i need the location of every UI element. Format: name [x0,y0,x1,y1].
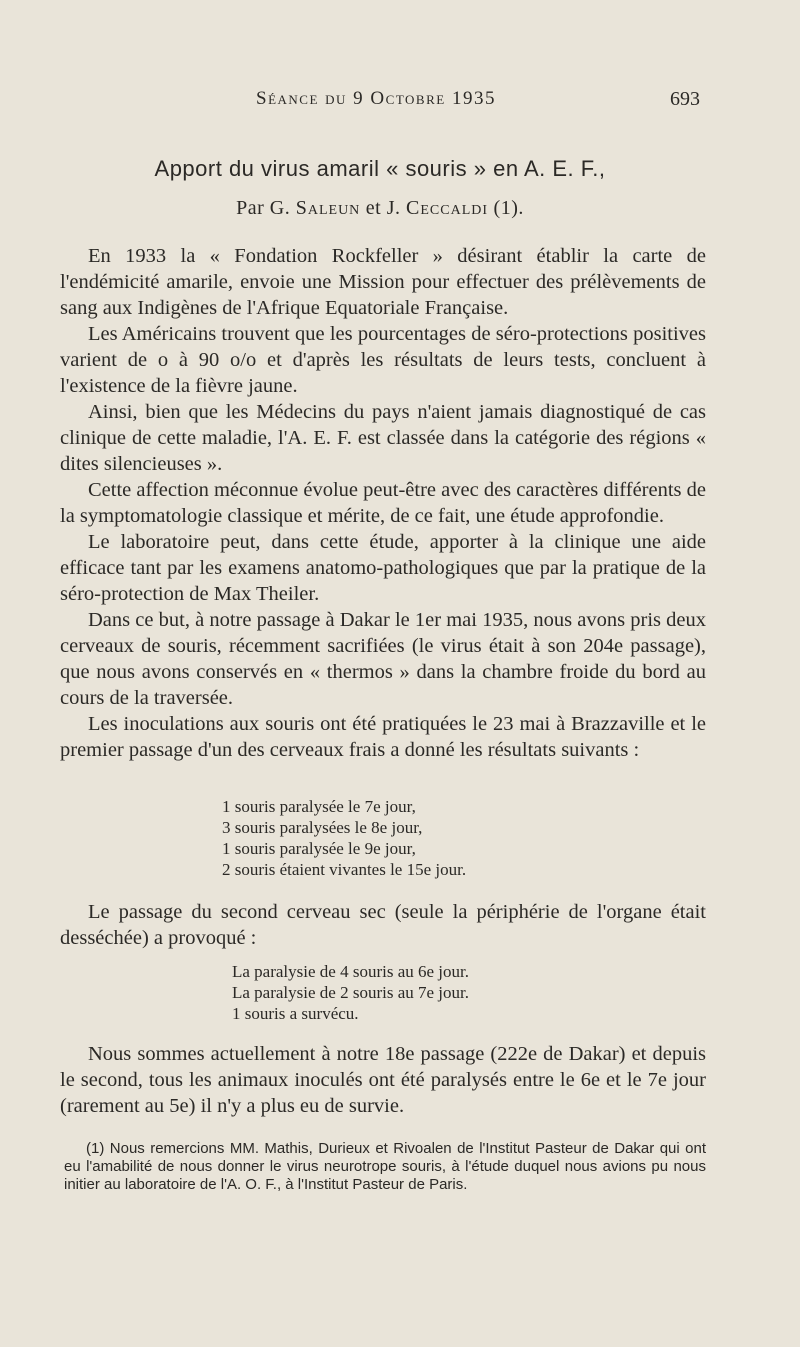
footnote-text: (1) Nous remercions MM. Mathis, Durieux et Rivoalen de l'Institut Pasteur de Dakar qui ont eu l'amabilité de nous donner le virus neurotrope souris, à l'étude duquel nous avions pu nous initier au laboratoire de l'A. O. F., à l'Institut Pasteur de Paris. [64,1140,706,1193]
paragraph: Ainsi, bien que les Médecins du pays n'aient jamais diagnostiqué de cas clinique de cette maladie, l'A. E. F. est classée dans la catégorie des régions « dites silencieuses ». [60,401,706,475]
authors-prefix: Par G. [236,197,291,219]
article-body [60,243,706,763]
running-head [0,88,800,118]
result-line: 3 souris paralysées le 8e jour, [222,818,423,837]
paragraph: Les inoculations aux souris ont été pratiquées le 23 mai à Brazzaville et le premier passage d'un des cerveaux frais a donné les résultats suivants : [60,713,706,761]
result-line: 1 souris a survécu. [232,1004,359,1023]
second-passage-results [232,961,592,1024]
paragraph: Dans ce but, à notre passage à Dakar le 1er mai 1935, nous avons pris deux cerveaux de souris, récemment sacrifiées (le virus était à son 204e passage), que nous avons conservés en « thermos » dans la chambre froide du bord au cours de la traversée. [60,609,706,709]
result-line: 1 souris paralysée le 9e jour, [222,839,416,858]
paragraph: Le passage du second cerveau sec (seule la périphérie de l'organe était desséchée) a provoqué : [60,901,706,949]
footnote-reference: (1). [493,197,524,219]
paragraph: En 1933 la « Fondation Rockfeller » désirant établir la carte de l'endémicité amarile, envoie une Mission pour effectuer des prélèvements de sang aux Indigènes de l'Afrique Equatoriale Française. [60,245,706,319]
page-number: 693 [670,88,700,110]
author-ceccaldi: Ceccaldi [406,197,489,219]
author-saleun: Saleun [295,197,361,219]
first-passage-results [222,796,602,880]
authors-mid: et J. [365,197,401,219]
article-authors [0,197,760,220]
result-line: La paralysie de 2 souris au 7e jour. [232,983,469,1002]
paragraph: Cette affection méconnue évolue peut-être avec des caractères différents de la symptomatologie classique et mérite, de ce fait, une étude approfondie. [60,479,706,527]
running-title: Séance du 9 Octobre 1935 [256,88,496,109]
article-title: Apport du virus amaril « souris » en A. E. F., [154,156,606,181]
result-line: 2 souris étaient vivantes le 15e jour. [222,860,467,879]
paragraph: Les Américains trouvent que les pourcentages de séro-protections positives varient de o à 90 o/o et d'après les résultats de leurs tests, concluent à l'existence de la fièvre jaune. [60,323,706,397]
footnote [64,1140,706,1194]
paragraph: Nous sommes actuellement à notre 18e passage (222e de Dakar) et depuis le second, tous les animaux inoculés ont été paralysés entre le 6e et le 7e jour (rarement au 5e) il n'y a plus eu de survie. [60,1043,706,1117]
result-line: 1 souris paralysée le 7e jour, [222,797,416,816]
paragraph: Le laboratoire peut, dans cette étude, apporter à la clinique une aide efficace tant par les examens anatomo-pathologiques que par la pratique de la séro-protection de Max Theiler. [60,531,706,605]
conclusion-text [60,1041,706,1119]
result-line: La paralysie de 4 souris au 6e jour. [232,962,469,981]
second-passage-text [60,899,706,951]
